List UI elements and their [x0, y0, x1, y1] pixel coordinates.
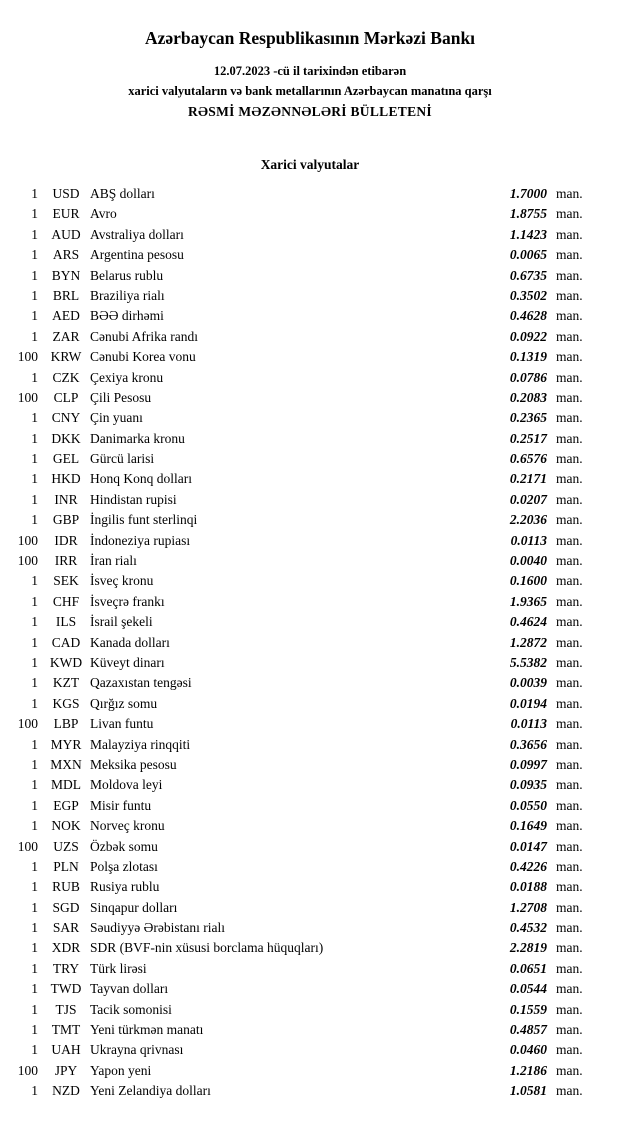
rate-value: 0.0040	[509, 553, 547, 569]
currency-name: Qazaxıstan tengəsi	[90, 675, 192, 691]
currency-name: Norveç kronu	[90, 818, 165, 834]
currency-name: Sinqapur dolları	[90, 899, 178, 915]
rate-unit: man.	[556, 777, 583, 793]
rate-row	[10, 837, 592, 857]
rate-value: 0.6735	[509, 267, 547, 283]
rate-quantity: 100	[17, 1062, 38, 1078]
currency-code: ILS	[55, 614, 77, 630]
rate-row	[10, 735, 592, 755]
currency-name: BƏƏ dirhəmi	[90, 308, 164, 324]
currency-code: BYN	[51, 267, 81, 283]
rate-quantity: 1	[31, 471, 38, 487]
rate-unit: man.	[556, 369, 583, 385]
rate-value: 0.4857	[509, 1022, 547, 1038]
rate-row	[10, 449, 592, 469]
rate-value: 1.2186	[509, 1062, 547, 1078]
rate-unit: man.	[556, 389, 583, 405]
rate-row	[10, 1061, 592, 1081]
rate-unit: man.	[556, 491, 583, 507]
rate-value: 1.0581	[509, 1083, 547, 1099]
rate-value: 0.4624	[509, 614, 547, 630]
rate-unit: man.	[556, 532, 583, 548]
rate-quantity: 100	[17, 838, 38, 854]
rate-value: 1.7000	[509, 186, 547, 201]
rate-value: 0.2365	[509, 410, 547, 426]
currency-code: GBP	[52, 512, 80, 528]
rate-quantity: 1	[31, 1001, 38, 1017]
rate-unit: man.	[556, 858, 583, 874]
subtitle-line: xarici valyutaların və bank metallarının Azərbaycan manatına qarşı	[128, 84, 492, 98]
currency-name: Malayziya rinqqiti	[90, 736, 191, 752]
rate-unit: man.	[556, 879, 583, 895]
rate-unit: man.	[556, 960, 583, 976]
rate-value: 0.0935	[509, 777, 547, 793]
rate-quantity: 1	[31, 634, 38, 650]
rate-row	[10, 612, 592, 632]
currency-code: TJS	[55, 1001, 77, 1017]
currency-name: İran rialı	[90, 553, 137, 569]
currency-code: AUD	[51, 226, 81, 242]
rate-value: 0.0194	[509, 695, 547, 711]
currency-code: INR	[54, 491, 78, 507]
rate-row	[10, 1040, 592, 1060]
rate-unit: man.	[556, 410, 583, 426]
currency-name: Meksika pesosu	[90, 756, 177, 772]
rate-row	[10, 531, 592, 551]
rate-row	[10, 225, 592, 245]
rate-value: 0.3502	[509, 287, 547, 303]
rate-quantity: 1	[31, 186, 38, 201]
rate-quantity: 1	[31, 756, 38, 772]
rate-row	[10, 918, 592, 938]
rate-value: 0.1649	[509, 818, 547, 834]
rate-row	[10, 469, 592, 489]
rate-row	[10, 673, 592, 693]
currency-name: Özbək somu	[90, 838, 158, 854]
currency-code: KWD	[49, 654, 83, 670]
currency-name: Polşa zlotası	[90, 858, 158, 874]
rate-quantity: 1	[31, 206, 38, 222]
currency-code: GEL	[52, 451, 80, 467]
rate-quantity: 1	[31, 491, 38, 507]
rate-row	[10, 592, 592, 612]
currency-code: RUB	[52, 879, 80, 895]
rate-row	[10, 368, 592, 388]
rate-value: 0.0997	[509, 756, 547, 772]
rate-quantity: 1	[31, 940, 38, 956]
currency-code: SEK	[53, 573, 79, 589]
rate-unit: man.	[556, 430, 583, 446]
rate-unit: man.	[556, 328, 583, 344]
rate-unit: man.	[556, 940, 583, 956]
rate-quantity: 1	[31, 736, 38, 752]
rate-quantity: 100	[17, 532, 38, 548]
rate-unit: man.	[556, 186, 583, 201]
rate-row	[10, 938, 592, 958]
rate-quantity: 1	[31, 899, 38, 915]
currency-name: Belarus rublu	[90, 267, 164, 283]
currency-code: MYR	[50, 736, 82, 752]
currency-code: TRY	[52, 960, 80, 976]
rate-value: 0.2171	[509, 471, 547, 487]
rate-value: 0.4628	[509, 308, 547, 324]
currency-code: UZS	[53, 838, 79, 854]
rate-row	[10, 388, 592, 408]
rate-unit: man.	[556, 1022, 583, 1038]
bulletin-title: RƏSMİ MƏZƏNNƏLƏRİ BÜLLETENİ	[187, 104, 432, 119]
currency-name: Səudiyyə Ərəbistanı rialı	[90, 920, 225, 936]
rate-unit: man.	[556, 349, 583, 365]
rate-value: 0.0147	[509, 838, 547, 854]
rate-row	[10, 266, 592, 286]
currency-code: SGD	[52, 899, 80, 915]
rate-unit: man.	[556, 920, 583, 936]
currency-code: XDR	[51, 940, 81, 956]
rate-row	[10, 204, 592, 224]
currency-name: Tacik somonisi	[90, 1001, 172, 1017]
currency-name: Çin yuanı	[90, 410, 143, 426]
rate-unit: man.	[556, 756, 583, 772]
rate-row	[10, 898, 592, 918]
rate-unit: man.	[556, 654, 583, 670]
rate-row	[10, 1000, 592, 1020]
rate-value: 0.4532	[509, 920, 547, 936]
rate-row	[10, 714, 592, 734]
rate-value: 0.2517	[509, 430, 547, 446]
currency-code: EGP	[53, 797, 79, 813]
rate-unit: man.	[556, 471, 583, 487]
rate-value: 0.1559	[509, 1001, 547, 1017]
rate-value: 1.8755	[509, 206, 547, 222]
currency-code: IDR	[54, 532, 78, 548]
rate-value: 0.2083	[509, 389, 547, 405]
currency-code: CNY	[51, 410, 81, 426]
rate-row	[10, 490, 592, 510]
rate-value: 0.1600	[509, 573, 547, 589]
currency-name: Yeni türkmən manatı	[90, 1022, 204, 1038]
rate-row	[10, 857, 592, 877]
currency-name: Livan funtu	[90, 716, 154, 732]
currency-code: SAR	[52, 920, 80, 936]
rate-quantity: 1	[31, 267, 38, 283]
rate-unit: man.	[556, 512, 583, 528]
rate-quantity: 1	[31, 1042, 38, 1058]
rate-quantity: 1	[31, 226, 38, 242]
rate-row	[10, 510, 592, 530]
rate-value: 1.1423	[509, 226, 547, 242]
rate-row	[10, 979, 592, 999]
currency-name: Qırğız somu	[90, 695, 158, 711]
rate-quantity: 1	[31, 675, 38, 691]
currency-name: İsrail şekeli	[90, 614, 153, 630]
rate-quantity: 1	[31, 410, 38, 426]
rate-quantity: 1	[31, 512, 38, 528]
currency-code: KZT	[52, 675, 80, 691]
rate-quantity: 100	[17, 553, 38, 569]
rate-unit: man.	[556, 287, 583, 303]
rate-quantity: 1	[31, 818, 38, 834]
currency-code: MDL	[51, 777, 81, 793]
currency-name: Cənubi Korea vonu	[90, 349, 196, 365]
currency-name: Kanada dolları	[90, 634, 170, 650]
rate-value: 0.6576	[509, 451, 547, 467]
rate-quantity: 1	[31, 451, 38, 467]
currency-name: Misir funtu	[90, 797, 152, 813]
rate-row	[10, 694, 592, 714]
currency-name: Rusiya rublu	[90, 879, 160, 895]
currency-code: CZK	[52, 369, 80, 385]
rate-quantity: 1	[31, 573, 38, 589]
currency-code: UAH	[51, 1042, 81, 1058]
rate-quantity: 100	[17, 716, 38, 732]
rate-quantity: 1	[31, 960, 38, 976]
currency-name: Danimarka kronu	[90, 430, 185, 446]
currency-name: Avro	[90, 206, 117, 222]
rate-quantity: 1	[31, 593, 38, 609]
rate-row	[10, 816, 592, 836]
rate-quantity: 1	[31, 879, 38, 895]
currency-code: CLP	[53, 389, 79, 405]
currency-name: Braziliya rialı	[90, 287, 165, 303]
rate-unit: man.	[556, 981, 583, 997]
currency-code: MXN	[50, 756, 82, 772]
rate-value: 0.0188	[509, 879, 547, 895]
rate-row	[10, 1081, 592, 1101]
rate-unit: man.	[556, 247, 583, 263]
rate-unit: man.	[556, 797, 583, 813]
currency-code: CAD	[51, 634, 81, 650]
rate-unit: man.	[556, 614, 583, 630]
rate-row	[10, 347, 592, 367]
rate-unit: man.	[556, 1042, 583, 1058]
rate-quantity: 1	[31, 797, 38, 813]
currency-code: PLN	[53, 858, 79, 874]
rate-quantity: 1	[31, 287, 38, 303]
rate-unit: man.	[556, 675, 583, 691]
currency-code: TWD	[50, 981, 82, 997]
rate-row	[10, 571, 592, 591]
rate-unit: man.	[556, 1001, 583, 1017]
rate-value: 0.0113	[510, 716, 547, 732]
rate-unit: man.	[556, 553, 583, 569]
rate-value: 0.0065	[509, 247, 547, 263]
rate-quantity: 100	[17, 349, 38, 365]
rate-row	[10, 408, 592, 428]
rate-quantity: 1	[31, 981, 38, 997]
currency-name: Küveyt dinarı	[90, 654, 165, 670]
currency-name: Ukrayna qrivnası	[90, 1042, 184, 1058]
rate-quantity: 100	[17, 389, 38, 405]
rate-value: 0.1319	[509, 349, 547, 365]
rate-unit: man.	[556, 206, 583, 222]
rate-unit: man.	[556, 838, 583, 854]
currency-name: Yapon yeni	[90, 1062, 152, 1078]
rate-unit: man.	[556, 593, 583, 609]
rate-unit: man.	[556, 1083, 583, 1099]
section-title: Xarici valyutalar	[260, 157, 360, 172]
bulletin-header	[28, 28, 592, 123]
currency-name: Çexiya kronu	[90, 369, 164, 385]
currency-code: EUR	[52, 206, 80, 222]
currency-code: TMT	[51, 1022, 81, 1038]
rate-value: 0.0113	[510, 532, 547, 548]
currency-name: Türk lirəsi	[90, 960, 147, 976]
rate-row	[10, 327, 592, 347]
rate-quantity: 1	[31, 308, 38, 324]
rate-row	[10, 796, 592, 816]
rate-quantity: 1	[31, 777, 38, 793]
rate-unit: man.	[556, 818, 583, 834]
currency-code: CHF	[52, 593, 80, 609]
currency-code: BRL	[52, 287, 80, 303]
rate-unit: man.	[556, 899, 583, 915]
currency-name: Hindistan rupisi	[90, 491, 177, 507]
rate-row	[10, 245, 592, 265]
rate-value: 0.0786	[509, 369, 547, 385]
rate-quantity: 1	[31, 328, 38, 344]
rate-row	[10, 633, 592, 653]
rate-unit: man.	[556, 716, 583, 732]
rate-quantity: 1	[31, 1022, 38, 1038]
currency-code: NOK	[51, 818, 81, 834]
currency-code: NZD	[52, 1083, 80, 1099]
bank-name: Azərbaycan Respublikasının Mərkəzi Bankı	[144, 28, 476, 48]
currency-code: AED	[52, 308, 80, 324]
currency-name: İsveçrə frankı	[90, 593, 165, 609]
rate-row	[10, 429, 592, 449]
rate-unit: man.	[556, 736, 583, 752]
currency-name: ABŞ dolları	[90, 186, 155, 201]
currency-code: DKK	[51, 430, 81, 446]
rate-quantity: 1	[31, 369, 38, 385]
currency-name: Yeni Zelandiya dolları	[90, 1083, 211, 1099]
currency-code: LBP	[53, 716, 79, 732]
currency-name: SDR (BVF-nin xüsusi borclama hüquqları)	[90, 940, 324, 956]
rate-value: 1.2708	[509, 899, 547, 915]
rate-quantity: 1	[31, 1083, 38, 1099]
currency-name: Avstraliya dolları	[90, 226, 184, 242]
rate-row	[10, 286, 592, 306]
rate-quantity: 1	[31, 858, 38, 874]
currency-name: Gürcü larisi	[90, 451, 155, 467]
rate-row	[10, 877, 592, 897]
currency-name: Argentina pesosu	[90, 247, 184, 263]
rate-unit: man.	[556, 451, 583, 467]
currency-code: HKD	[51, 471, 81, 487]
rate-value: 0.4226	[509, 858, 547, 874]
rate-row	[10, 551, 592, 571]
currency-name: Moldova leyi	[90, 777, 163, 793]
rate-quantity: 1	[31, 654, 38, 670]
rate-quantity: 1	[31, 920, 38, 936]
currency-name: Honq Konq dolları	[90, 471, 192, 487]
rate-value: 0.0922	[509, 328, 547, 344]
rate-value: 0.0544	[509, 981, 547, 997]
rate-quantity: 1	[31, 430, 38, 446]
rate-unit: man.	[556, 695, 583, 711]
rate-value: 0.3656	[509, 736, 547, 752]
rate-value: 0.0460	[509, 1042, 547, 1058]
rate-value: 0.0651	[509, 960, 547, 976]
effective-date-line: 12.07.2023 -cü il tarixindən etibarən	[213, 64, 407, 78]
rate-value: 0.0207	[509, 491, 547, 507]
rate-row	[10, 1020, 592, 1040]
rate-value: 2.2036	[509, 512, 547, 528]
rate-row	[10, 184, 592, 204]
currency-code: KRW	[50, 349, 82, 365]
rate-value: 5.5382	[509, 654, 547, 670]
currency-code: ZAR	[52, 328, 80, 344]
currency-code: USD	[52, 186, 80, 201]
currency-code: JPY	[54, 1062, 78, 1078]
currency-name: Cənubi Afrika randı	[90, 328, 198, 344]
currency-name: Çili Pesosu	[90, 389, 152, 405]
rate-unit: man.	[556, 226, 583, 242]
rate-value: 1.2872	[509, 634, 547, 650]
rate-row	[10, 653, 592, 673]
rate-unit: man.	[556, 308, 583, 324]
rate-row	[10, 306, 592, 326]
currency-code: IRR	[54, 553, 78, 569]
rate-unit: man.	[556, 573, 583, 589]
rate-value: 0.0550	[509, 797, 547, 813]
rate-row	[10, 959, 592, 979]
rate-row	[10, 755, 592, 775]
rate-row	[10, 775, 592, 795]
currency-name: İngilis funt sterlinqi	[90, 512, 198, 528]
rate-unit: man.	[556, 267, 583, 283]
currency-code: KGS	[52, 695, 80, 711]
rate-quantity: 1	[31, 247, 38, 263]
currency-name: Tayvan dolları	[90, 981, 169, 997]
currency-name: İndoneziya rupiası	[90, 532, 191, 548]
rates-table	[10, 184, 592, 1102]
rate-value: 1.9365	[509, 593, 547, 609]
currency-code: ARS	[52, 247, 80, 263]
rate-unit: man.	[556, 1062, 583, 1078]
rate-unit: man.	[556, 634, 583, 650]
rate-value: 0.0039	[509, 675, 547, 691]
rate-value: 2.2819	[509, 940, 547, 956]
rate-quantity: 1	[31, 614, 38, 630]
rate-quantity: 1	[31, 695, 38, 711]
currency-name: İsveç kronu	[90, 573, 154, 589]
